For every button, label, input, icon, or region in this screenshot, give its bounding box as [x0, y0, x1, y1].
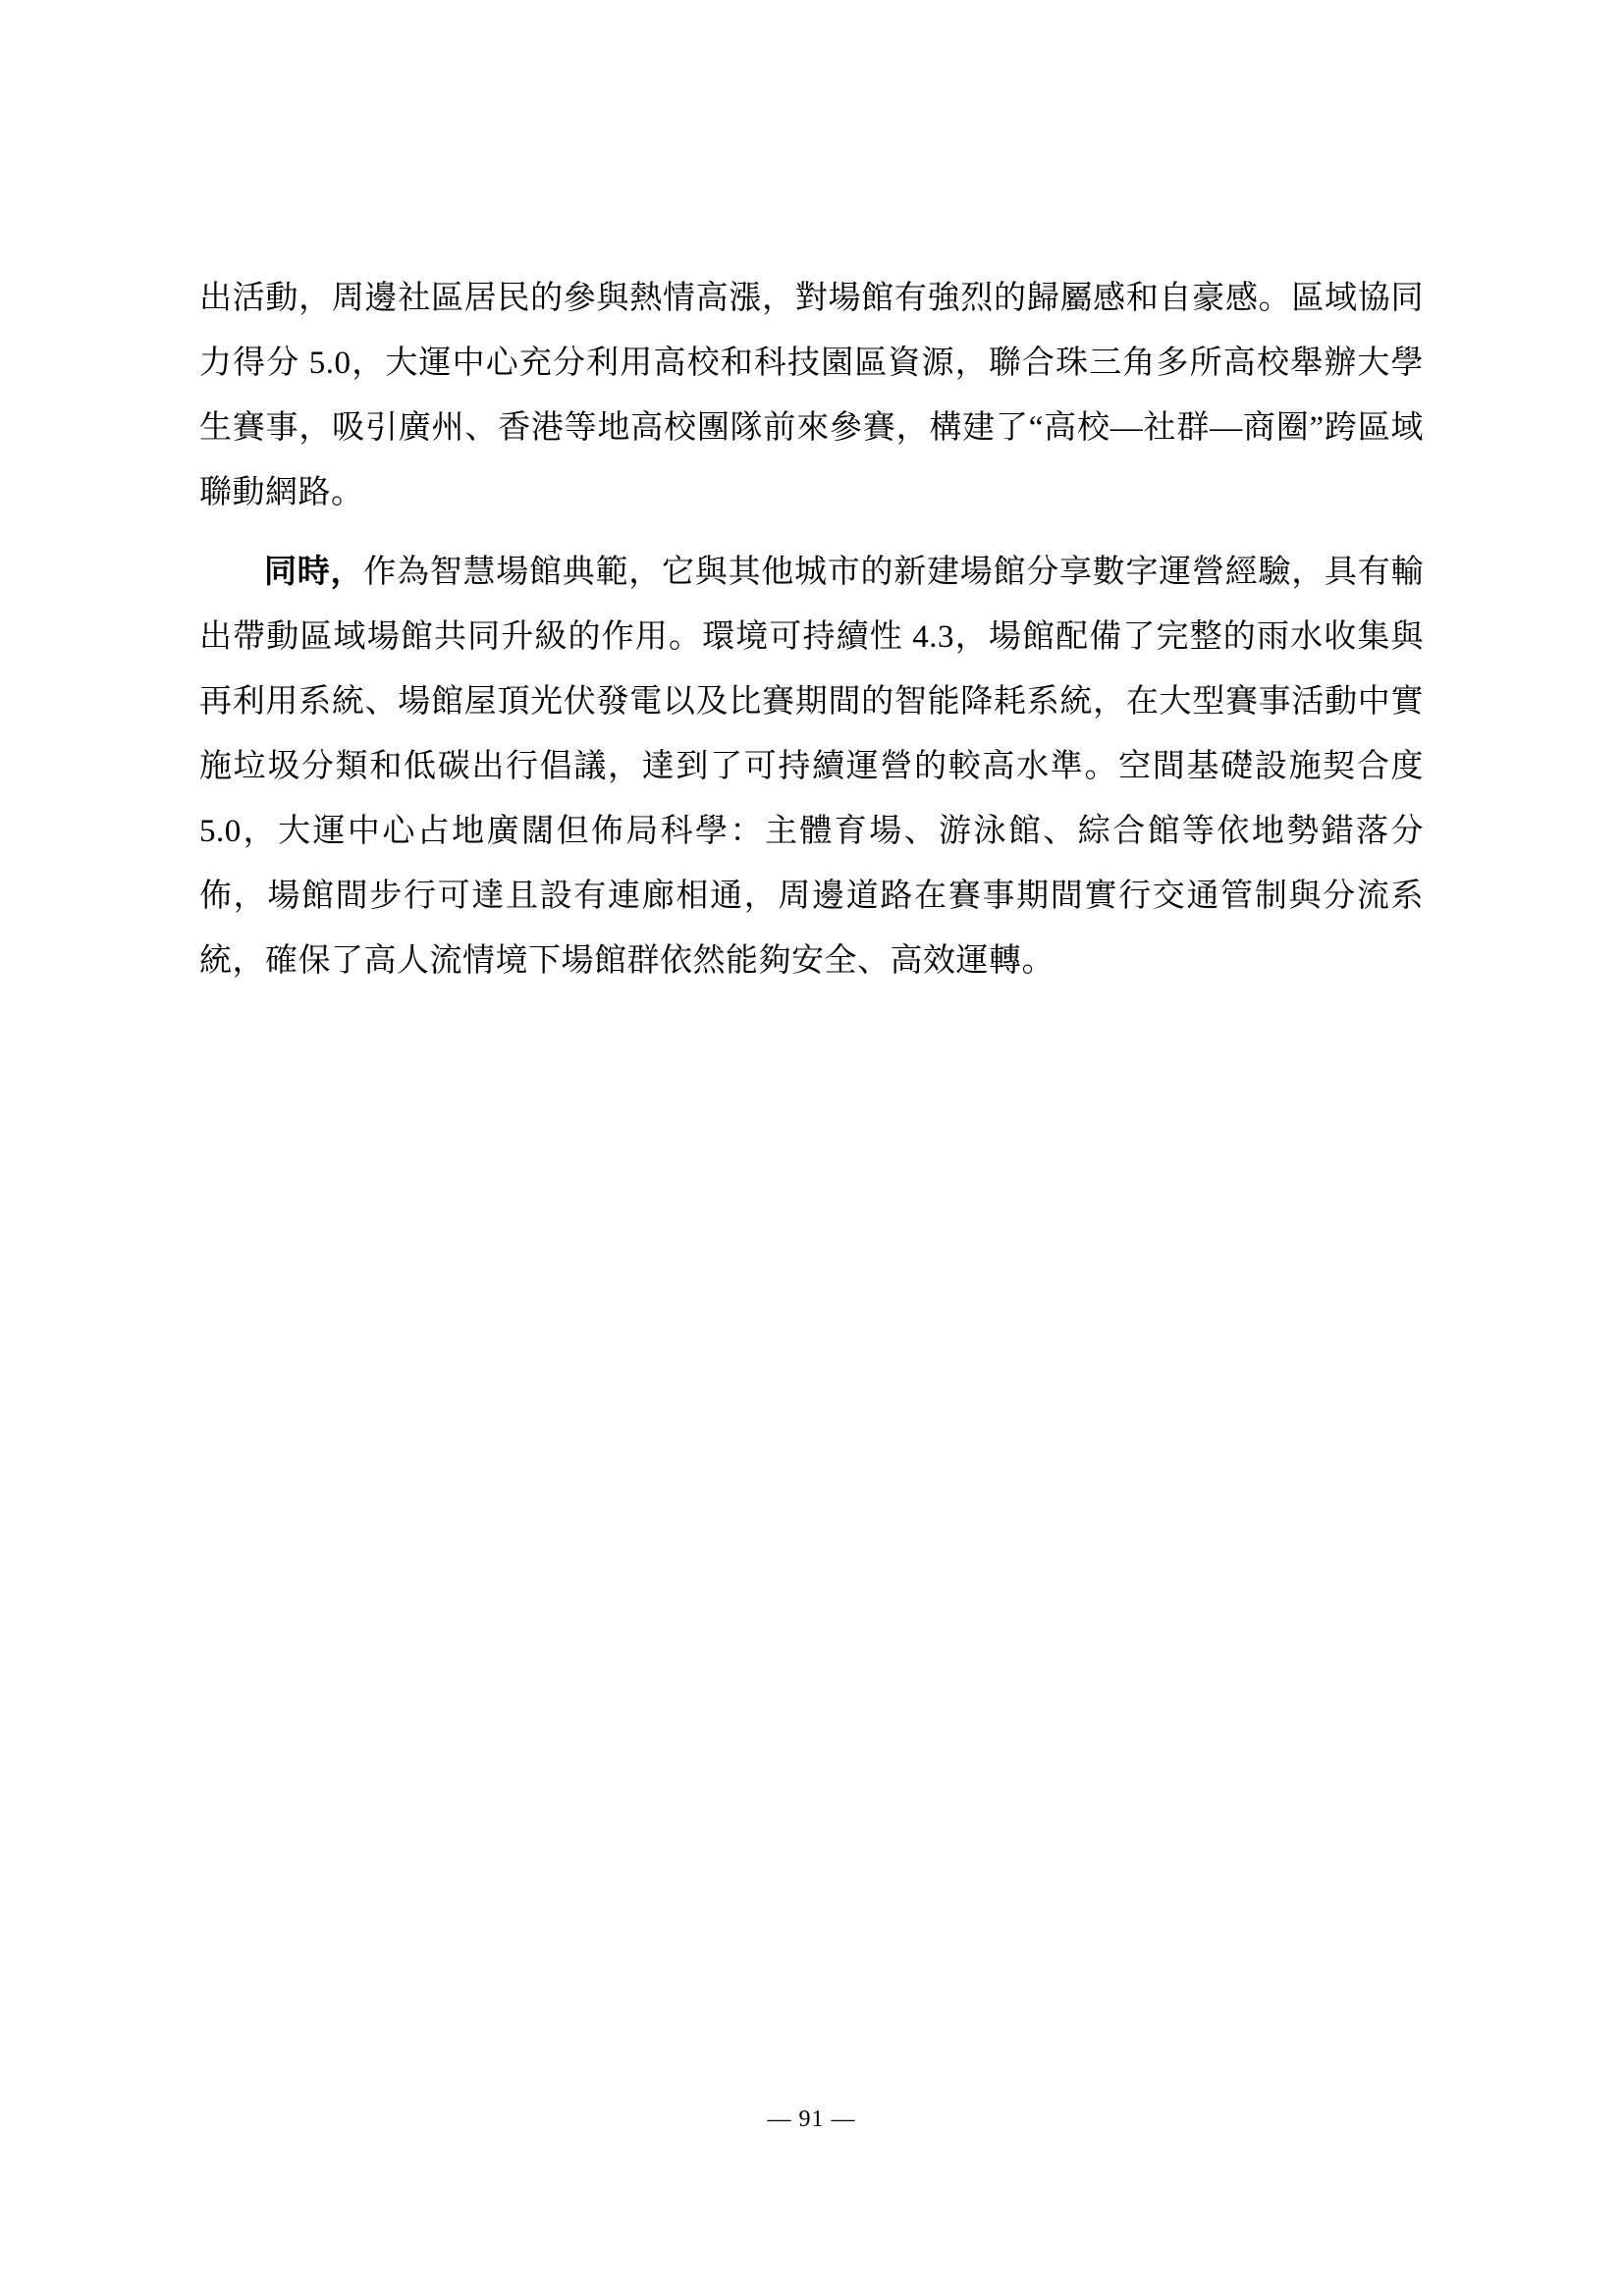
paragraph-lead-bold-text: 同時，	[264, 555, 364, 590]
page-number: — 91 —	[767, 2107, 856, 2132]
paragraph-text: 出活動，周邊社區居民的參與熱情高漲，對場館有強烈的歸屬感和自豪感。區域協同力得分 5.0，大運中心充分利用高校和科技園區資源，聯合珠三角多所高校舉辦大學生賽事，吸引廣州、香港等地高校團隊前來參賽，構建了“高校—社群—商圈”跨區域聯動網路。	[199, 281, 1424, 510]
page-body-text	[199, 266, 1424, 1008]
paragraph-text: 作為智慧場館典範，它與其他城市的新建場館分享數字運營經驗，具有輸出帶動區域場館共同升級的作用。環境可持續性 4.3，場館配備了完整的雨水收集與再利用系統、場館屋頂光伏發電以及比賽期間的智能降耗系統，在大型賽事活動中實施垃圾分類和低碳出行倡議，達到了可持續運營的較高水準。空間基礎設施契合度 5.0，大運中心占地廣闊但佈局科學：主體育場、游泳館、綜合館等依地勢錯落分佈，場館間步行可達且設有連廊相通，周邊道路在賽事期間實行交通管制與分流系統，確保了高人流情境下場館群依然能夠安全、高效運轉。	[199, 555, 1424, 979]
page-footer	[0, 2107, 1623, 2133]
paragraph-smart-venue	[199, 540, 1424, 993]
paragraph-region-synergy	[199, 266, 1424, 525]
